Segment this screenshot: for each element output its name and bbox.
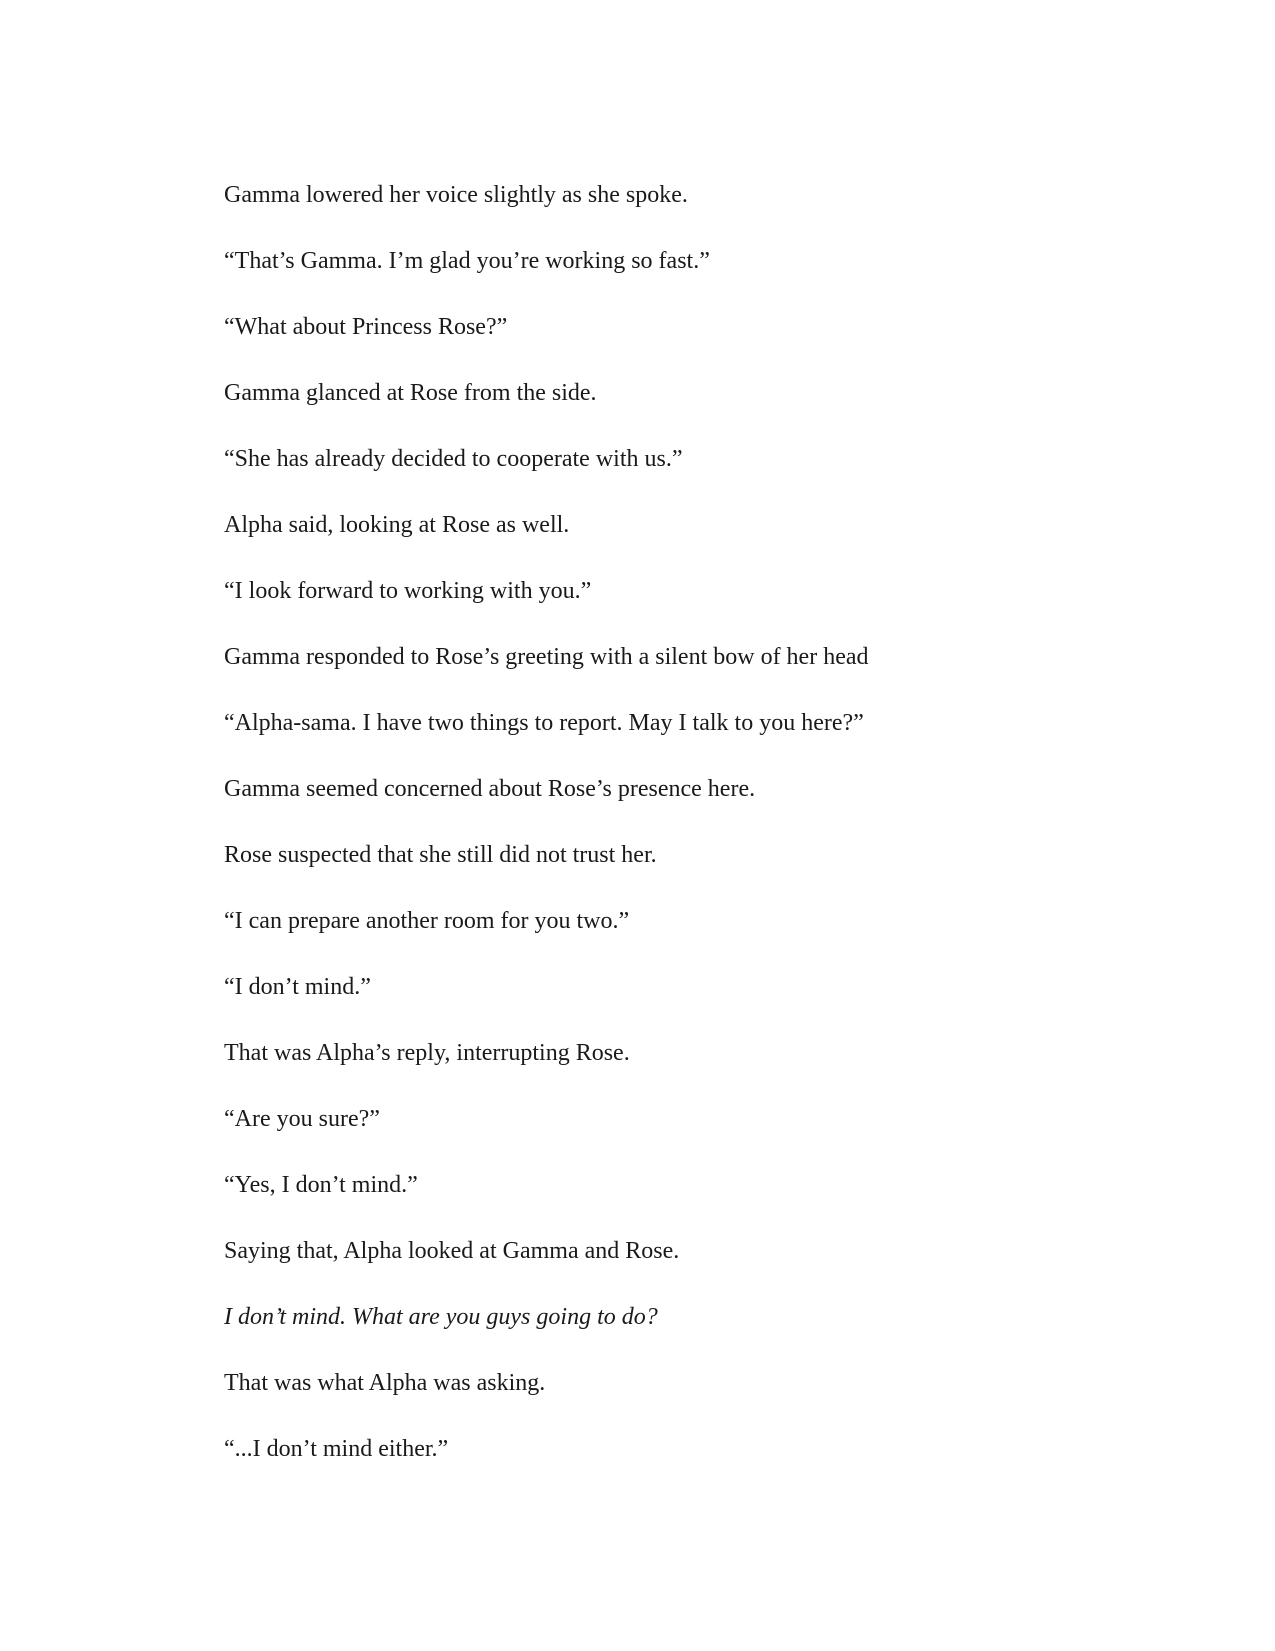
paragraph: “What about Princess Rose?”: [224, 314, 508, 340]
paragraph: “I look forward to working with you.”: [224, 578, 592, 604]
paragraph: That was what Alpha was asking.: [224, 1370, 546, 1396]
paragraph: “...I don’t mind either.”: [224, 1436, 449, 1462]
paragraph: “That’s Gamma. I’m glad you’re working so fast.”: [224, 248, 710, 274]
paragraph: Alpha said, looking at Rose as well.: [224, 512, 570, 538]
paragraph: Rose suspected that she still did not trust her.: [224, 842, 657, 868]
paragraph: Gamma lowered her voice slightly as she spoke.: [224, 182, 688, 208]
body-text: [224, 180, 1184, 1500]
paragraph: Saying that, Alpha looked at Gamma and Rose.: [224, 1238, 680, 1264]
paragraph: Gamma seemed concerned about Rose’s presence here.: [224, 776, 756, 802]
paragraph: “She has already decided to cooperate with us.”: [224, 446, 683, 472]
paragraph: “Yes, I don’t mind.”: [224, 1172, 418, 1198]
paragraph-italic: I don’t mind. What are you guys going to do?: [224, 1304, 658, 1330]
paragraph: Gamma responded to Rose’s greeting with a silent bow of her head: [224, 644, 869, 670]
paragraph: “Alpha-sama. I have two things to report. May I talk to you here?”: [224, 710, 864, 736]
paragraph: Gamma glanced at Rose from the side.: [224, 380, 597, 406]
paragraph: “Are you sure?”: [224, 1106, 380, 1132]
paragraph: “I don’t mind.”: [224, 974, 371, 1000]
paragraph: That was Alpha’s reply, interrupting Rose.: [224, 1040, 630, 1066]
paragraph: “I can prepare another room for you two.”: [224, 908, 630, 934]
